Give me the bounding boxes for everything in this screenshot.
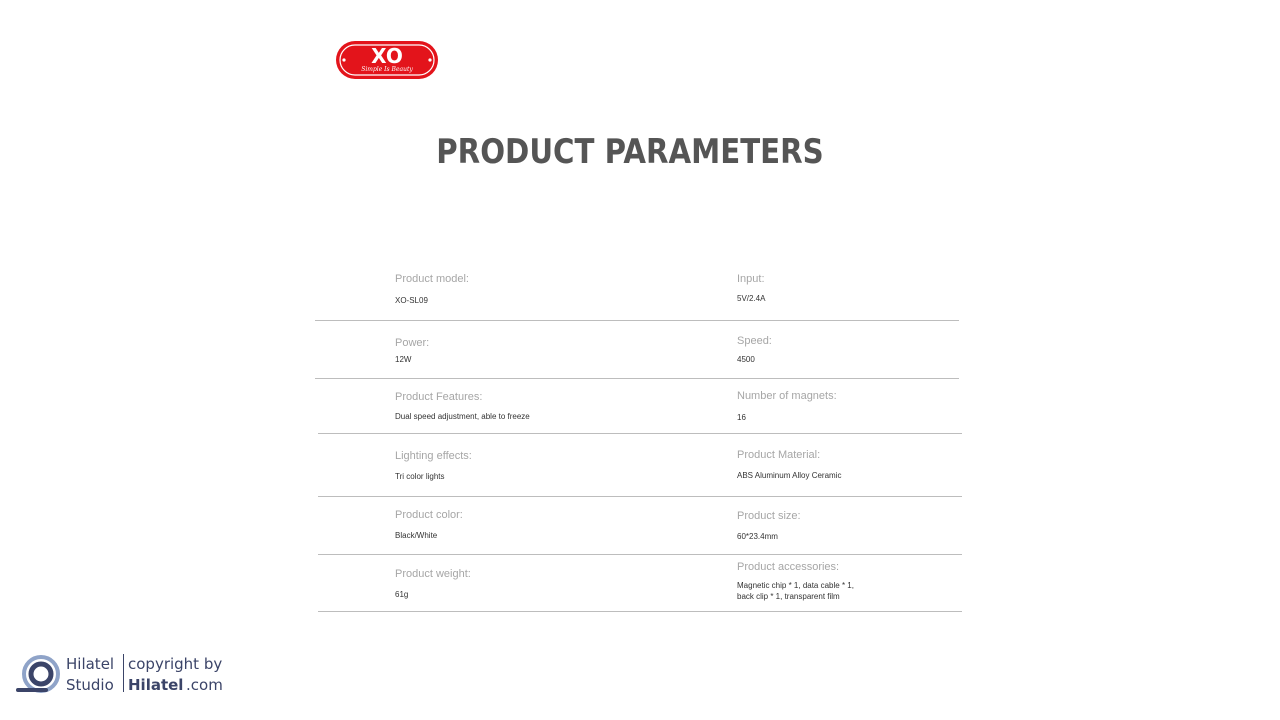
param-label: Product Material: <box>737 449 821 461</box>
param-value-line2: back clip * 1, transparent film <box>737 592 840 601</box>
param-label: Number of magnets: <box>737 390 837 402</box>
xo-logo <box>335 40 439 80</box>
table-row <box>318 555 962 612</box>
watermark-line2-left: Studio <box>66 676 114 694</box>
logo-tagline: Simple Is Beauty <box>361 66 413 73</box>
param-label: Product size: <box>737 510 801 522</box>
param-value: 12W <box>395 355 412 364</box>
param-value: Dual speed adjustment, able to freeze <box>395 412 530 421</box>
param-label: Lighting effects: <box>395 450 472 462</box>
watermark-line1-right: copyright by <box>128 655 223 673</box>
watermark-divider <box>123 654 124 692</box>
param-label: Product weight: <box>395 568 471 580</box>
param-value: Black/White <box>395 531 438 540</box>
logo-text: XO <box>371 44 403 68</box>
table-row <box>315 262 959 321</box>
param-label: Speed: <box>737 335 772 347</box>
table-row <box>315 320 959 379</box>
param-value: 60*23.4mm <box>737 532 778 541</box>
page-title: PRODUCT PARAMETERS <box>436 132 824 172</box>
table-row <box>318 497 962 555</box>
param-value: 5V/2.4A <box>737 294 766 303</box>
watermark-line2-right-suffix: .com <box>186 676 223 694</box>
param-value: Tri color lights <box>395 472 445 481</box>
table-row <box>318 379 962 434</box>
param-label: Product accessories: <box>737 561 840 573</box>
watermark-line2-right-bold: Hilatel <box>128 676 184 694</box>
param-value: Magnetic chip * 1, data cable * 1, <box>737 581 854 590</box>
table-row <box>318 434 962 497</box>
param-value: 16 <box>737 413 746 422</box>
param-label: Power: <box>395 337 430 349</box>
param-value: ABS Aluminum Alloy Ceramic <box>737 471 842 480</box>
param-value: 61g <box>395 590 409 599</box>
watermark-logo-icon <box>16 654 64 694</box>
watermark-line1-left: Hilatel <box>66 655 115 673</box>
param-label: Input: <box>737 273 765 285</box>
param-label: Product Features: <box>395 391 483 403</box>
param-label: Product color: <box>395 509 463 521</box>
param-value: XO-SL09 <box>395 296 428 305</box>
param-label: Product model: <box>395 273 469 285</box>
param-value: 4500 <box>737 355 755 364</box>
